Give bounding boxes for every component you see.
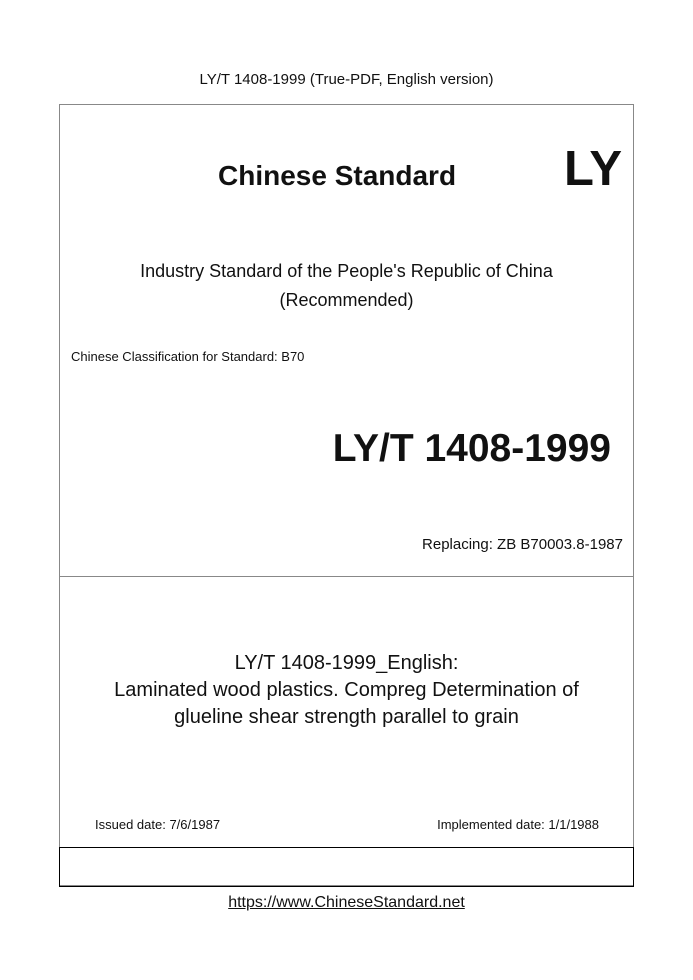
document-title-line-2: Laminated wood plastics. Compreg Determination of — [114, 679, 579, 701]
document-title-line-3: glueline shear strength parallel to grain — [174, 706, 519, 728]
classification-text: Chinese Classification for Standard: B70 — [71, 349, 305, 364]
page-header: LY/T 1408-1999 (True-PDF, English version) — [199, 71, 494, 88]
website-link[interactable]: https://www.ChineseStandard.net — [228, 894, 465, 911]
brand-code: LY — [564, 142, 623, 196]
cover-title-section — [60, 576, 633, 846]
standard-number: LY/T 1408-1999 — [332, 427, 611, 470]
replacing-text: Replacing: ZB B70003.8-1987 — [422, 536, 623, 553]
brand-title: Chinese Standard — [218, 160, 457, 191]
implemented-date: Implemented date: 1/1/1988 — [437, 817, 599, 832]
document-title-line-1: LY/T 1408-1999_English: — [234, 652, 459, 674]
bottom-empty-box — [59, 847, 634, 887]
recommended-label: (Recommended) — [279, 290, 414, 310]
industry-standard-line: Industry Standard of the People's Republic of China — [140, 261, 553, 281]
cover-frame — [59, 104, 634, 886]
footer — [0, 893, 693, 913]
cover-top-section — [60, 105, 633, 577]
issued-date: Issued date: 7/6/1987 — [95, 817, 221, 832]
